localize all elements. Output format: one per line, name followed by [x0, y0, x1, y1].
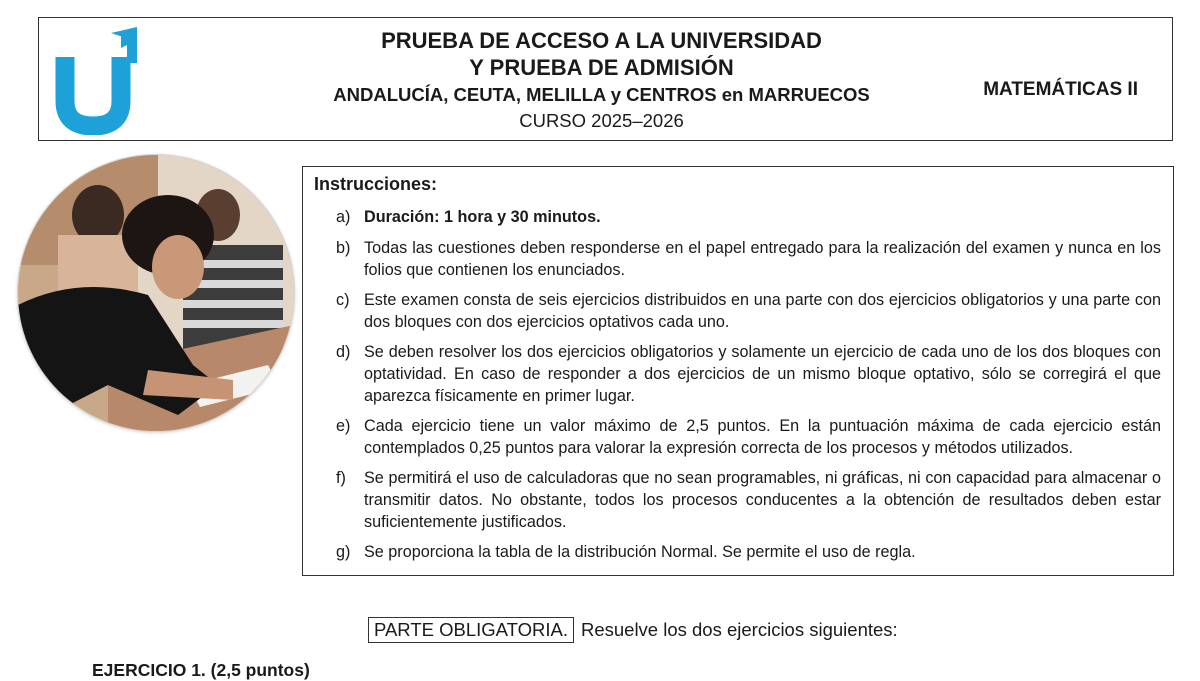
instruction-text: Se deben resolver los dos ejercicios obligatorios y solamente un ejercicio de cada uno de los dos bloques con optatividad. En caso de responder a dos ejercicios de un mismo bloque optativo, sólo se corregirá el que aparezca físicamente en primer lugar.: [364, 343, 1161, 405]
instruction-item-a: [336, 206, 1161, 228]
instruction-item-e: [336, 415, 1161, 459]
instruction-text: Cada ejercicio tiene un valor máximo de 2,5 puntos. En la puntuación máxima de cada ejercicio están contemplados 0,25 puntos para valorar la expresión correcta de los procesos y métodos utilizados.: [364, 417, 1161, 457]
instruction-label: g): [336, 543, 351, 561]
instruction-label: f): [336, 469, 346, 487]
exam-header: [38, 17, 1173, 141]
header-title-line-1: PRUEBA DE ACCESO A LA UNIVERSIDAD: [381, 28, 822, 53]
instruction-text: Se permitirá el uso de calculadoras que no sean programables, ni gráficas, ni con capacidad para almacenar o transmitir datos. No obstante, todos los procesos conducentes a la obtención de resultados deben estar suficientemente justificados.: [364, 469, 1161, 531]
exercise-1-heading: EJERCICIO 1. (2,5 puntos): [92, 660, 310, 680]
student-exam-illustration: [18, 155, 294, 431]
instruction-label: c): [336, 291, 350, 309]
instruction-item-c: [336, 289, 1161, 333]
parte-obligatoria-instruction: Resuelve los dos ejercicios siguientes:: [580, 619, 898, 640]
header-title-line-2: Y PRUEBA DE ADMISIÓN: [469, 55, 734, 80]
parte-obligatoria-heading: [368, 617, 898, 643]
instructions-title: Instrucciones:: [314, 174, 438, 194]
instruction-text: Duración: 1 hora y 30 minutos.: [364, 208, 601, 226]
student-photo: [18, 155, 294, 431]
header-course: CURSO 2025–2026: [519, 110, 684, 131]
instructions-box: [302, 166, 1174, 576]
instruction-text: Se proporciona la tabla de la distribución Normal. Se permite el uso de regla.: [364, 543, 916, 561]
instruction-text: Todas las cuestiones deben responderse en el papel entregado para la realización del examen y nunca en los folios que contienen los enunciados.: [364, 239, 1161, 279]
instruction-item-b: [336, 237, 1161, 281]
subject-title: MATEMÁTICAS II: [983, 79, 1138, 100]
instruction-item-d: [336, 341, 1161, 407]
instruction-text: Este examen consta de seis ejercicios distribuidos en una parte con dos ejercicios obligatorios y una parte con dos bloques con dos ejercicios optativos cada uno.: [364, 291, 1161, 331]
instruction-label: d): [336, 343, 351, 361]
instruction-label: a): [336, 208, 351, 226]
instruction-item-f: [336, 467, 1161, 533]
instruction-label: b): [336, 239, 351, 257]
parte-obligatoria-label: PARTE OBLIGATORIA.: [368, 617, 574, 643]
instruction-item-g: [336, 541, 1161, 563]
header-region: ANDALUCÍA, CEUTA, MELILLA y CENTROS en MARRUECOS: [333, 84, 870, 105]
instruction-label: e): [336, 417, 351, 435]
